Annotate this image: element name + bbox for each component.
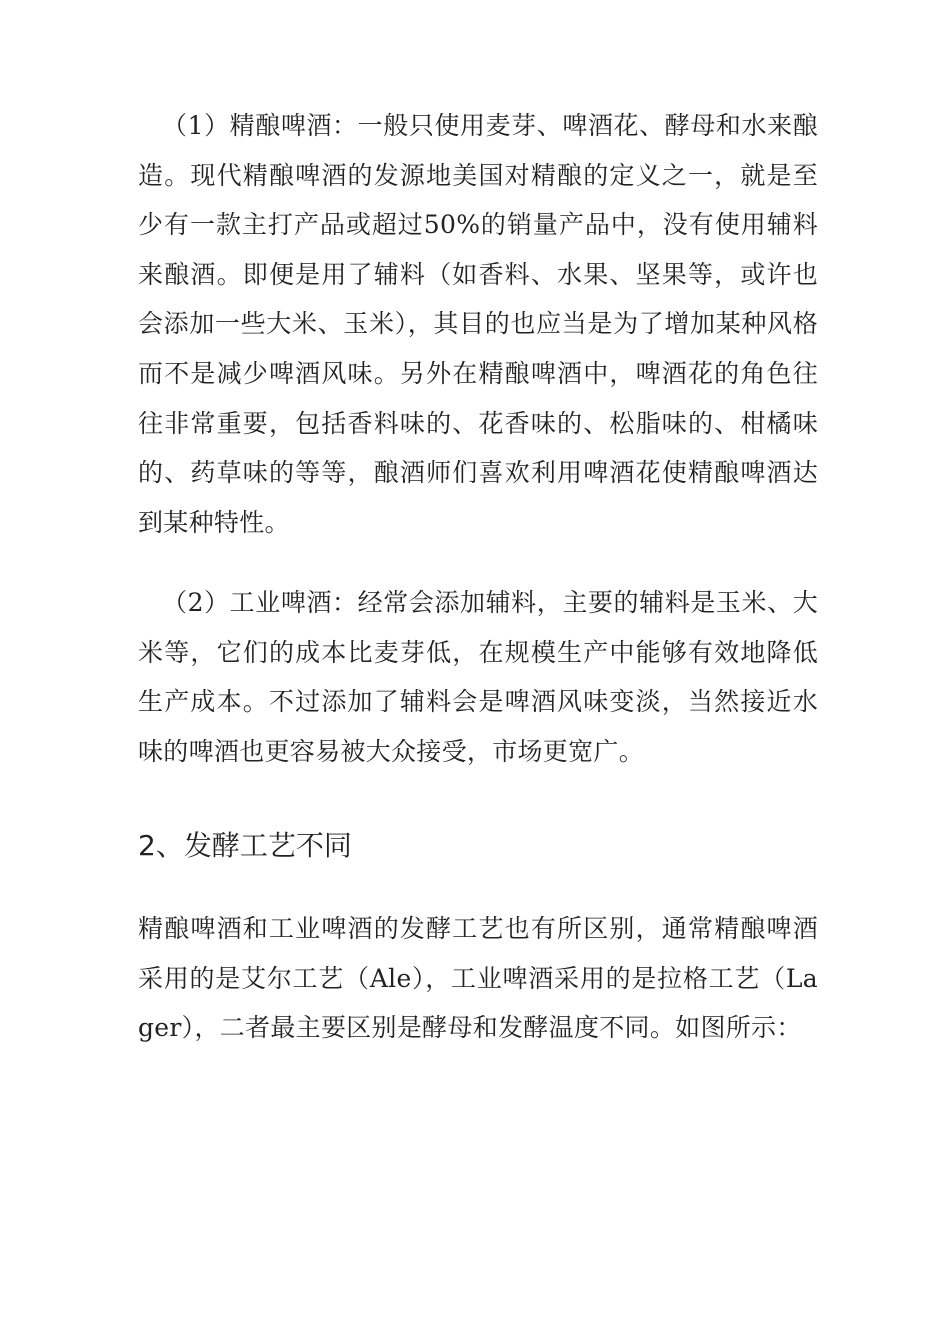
paragraph-fermentation-process: 精酿啤酒和工业啤酒的发酵工艺也有所区别，通常精酿啤酒采用的是艾尔工艺（Ale），工业啤酒采用的是拉格工艺（Lager），二者最主要区别是酵母和发酵温度不同。如图所示： bbox=[138, 914, 818, 1043]
section-heading-fermentation: 2、发酵工艺不同 bbox=[138, 829, 352, 862]
paragraph-craft-beer: （1）精酿啤酒：一般只使用麦芽、啤酒花、酵母和水来酿造。现代精酿啤酒的发源地美国对精酿的定义之一，就是至少有一款主打产品或超过50%的销量产品中，没有使用辅料来酿酒。即便是用了辅料（如香料、水果、坚果等，或许也会添加一些大米、玉米），其目的也应当是为了增加某种风格而不是减少啤酒风味。另外在精酿啤酒中，啤酒花的角色往往非常重要，包括香料味的、花香味的、松脂味的、柑橘味的、药草味的等等，酿酒师们喜欢利用啤酒花使精酿啤酒达到某种特性。 bbox=[138, 111, 818, 537]
paragraph-industrial-beer: （2）工业啤酒：经常会添加辅料，主要的辅料是玉米、大米等，它们的成本比麦芽低，在规模生产中能够有效地降低生产成本。不过添加了辅料会是啤酒风味变淡，当然接近水味的啤酒也更容易被大众接受，市场更宽广。 bbox=[138, 588, 818, 766]
